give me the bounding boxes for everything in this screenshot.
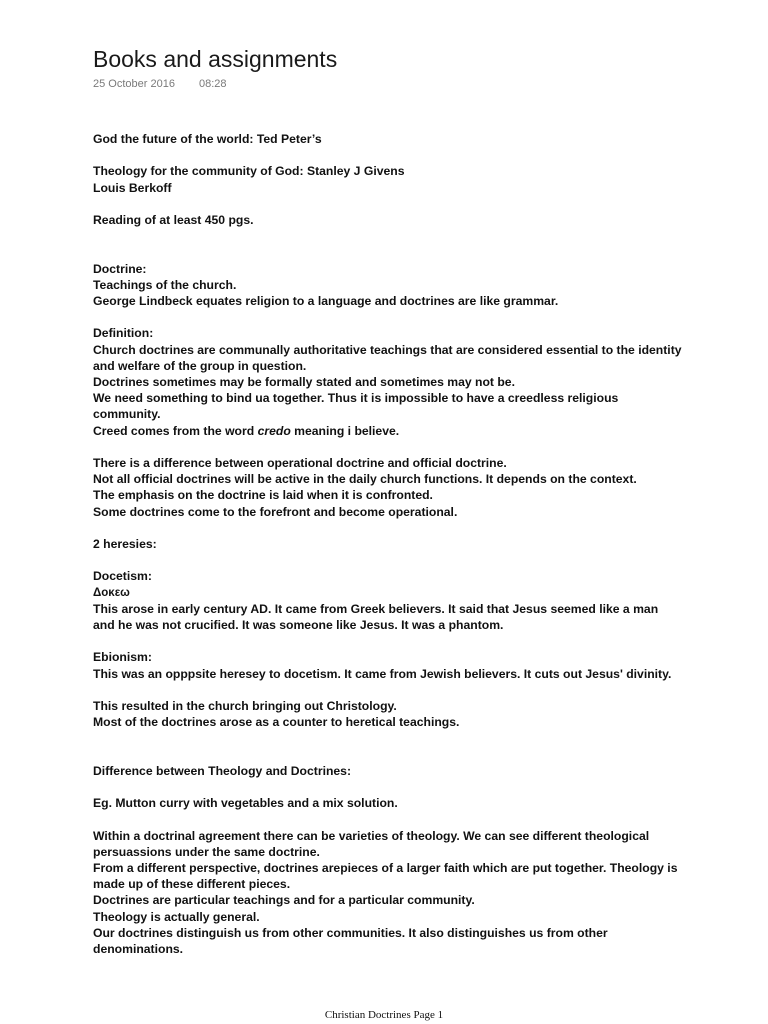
greek-word: Δοκεω: [93, 586, 130, 599]
text-line: George Lindbeck equates religion to a language and doctrines are like grammar.: [93, 293, 559, 308]
text-line: Teachings of the church.: [93, 277, 237, 292]
text-line: Most of the doctrines arose as a counter to heretical teachings.: [93, 715, 460, 730]
section-heading: Docetism:: [93, 569, 152, 584]
page-time: 08:28: [198, 78, 227, 90]
text-line: Church doctrines are communally authoritative teachings that are considered essential to the identity and welfare of the group in question.: [93, 342, 682, 373]
section-heading: 2 heresies:: [93, 536, 157, 551]
text-line: This arose in early century AD. It came from Greek believers. It said that Jesus seemed like a man and he was not crucified. It was someone like Jesus. It was a phantom.: [93, 601, 659, 632]
docetism-section: [93, 568, 683, 633]
example-section: [93, 795, 683, 811]
heresies-section: [93, 536, 683, 552]
text-line: This was an opppsite heresey to docetism. It came from Jewish believers. It cuts out Jesus' divinity.: [93, 666, 672, 681]
text-fragment: Creed comes from the word: [93, 423, 258, 438]
note-body: [93, 131, 683, 973]
text-line: Doctrines sometimes may be formally stated and sometimes may not be.: [93, 374, 515, 389]
text-fragment: meaning i believe.: [290, 423, 400, 438]
page-title: Books and assignments: [93, 46, 338, 72]
book-line: Louis Berkoff: [93, 180, 172, 195]
text-line: [93, 423, 683, 439]
text-line: We need something to bind ua together. Thus it is impossible to have a creedless religious community.: [93, 391, 619, 422]
italic-word: credo: [257, 423, 291, 438]
doctrine-section: [93, 261, 683, 310]
text-line: Our doctrines distinguish us from other communities. It also distinguishes us from other denominations.: [93, 925, 608, 956]
christology-section: [93, 698, 683, 730]
page-footer: Christian Doctrines Page 1: [324, 1009, 444, 1021]
books2-paragraph: [93, 163, 683, 195]
text-line: Within a doctrinal agreement there can be varieties of theology. We can see different theological persuassions under the same doctrine.: [93, 828, 650, 859]
ebionism-section: [93, 649, 683, 681]
text-line: Some doctrines come to the forefront and become operational.: [93, 504, 458, 519]
text-line: Not all official doctrines will be active in the daily church functions. It depends on the context.: [93, 472, 637, 487]
page-meta: [93, 77, 226, 91]
section-heading: Ebionism:: [93, 650, 152, 665]
varieties-section: [93, 828, 683, 958]
books-paragraph: [93, 131, 683, 147]
reading-paragraph: [93, 212, 683, 228]
text-line: From a different perspective, doctrines arepieces of a larger faith which are put together. Theology is made up of these different pieces.: [93, 860, 678, 892]
text-line: This resulted in the church bringing out Christology.: [93, 698, 397, 713]
reading-line: Reading of at least 450 pgs.: [93, 212, 254, 227]
operational-section: [93, 455, 683, 520]
text-line: Doctrines are particular teachings and for a particular community.: [93, 893, 475, 908]
page-date: 25 October 2016: [93, 78, 175, 90]
section-heading: Difference between Theology and Doctrines:: [93, 763, 352, 778]
section-heading: Doctrine:: [93, 261, 147, 276]
difference-section: [93, 763, 683, 779]
text-line: Theology is actually general.: [93, 909, 260, 924]
book-line: Theology for the community of God: Stanley J Givens: [93, 164, 405, 179]
text-line: Eg. Mutton curry with vegetables and a mix solution.: [93, 796, 398, 811]
text-line: The emphasis on the doctrine is laid when it is confronted.: [93, 488, 433, 503]
definition-section: [93, 325, 683, 438]
book-line: God the future of the world: Ted Peter’s: [93, 132, 322, 146]
section-heading: Definition:: [93, 326, 154, 341]
text-line: There is a difference between operational doctrine and official doctrine.: [93, 455, 507, 470]
